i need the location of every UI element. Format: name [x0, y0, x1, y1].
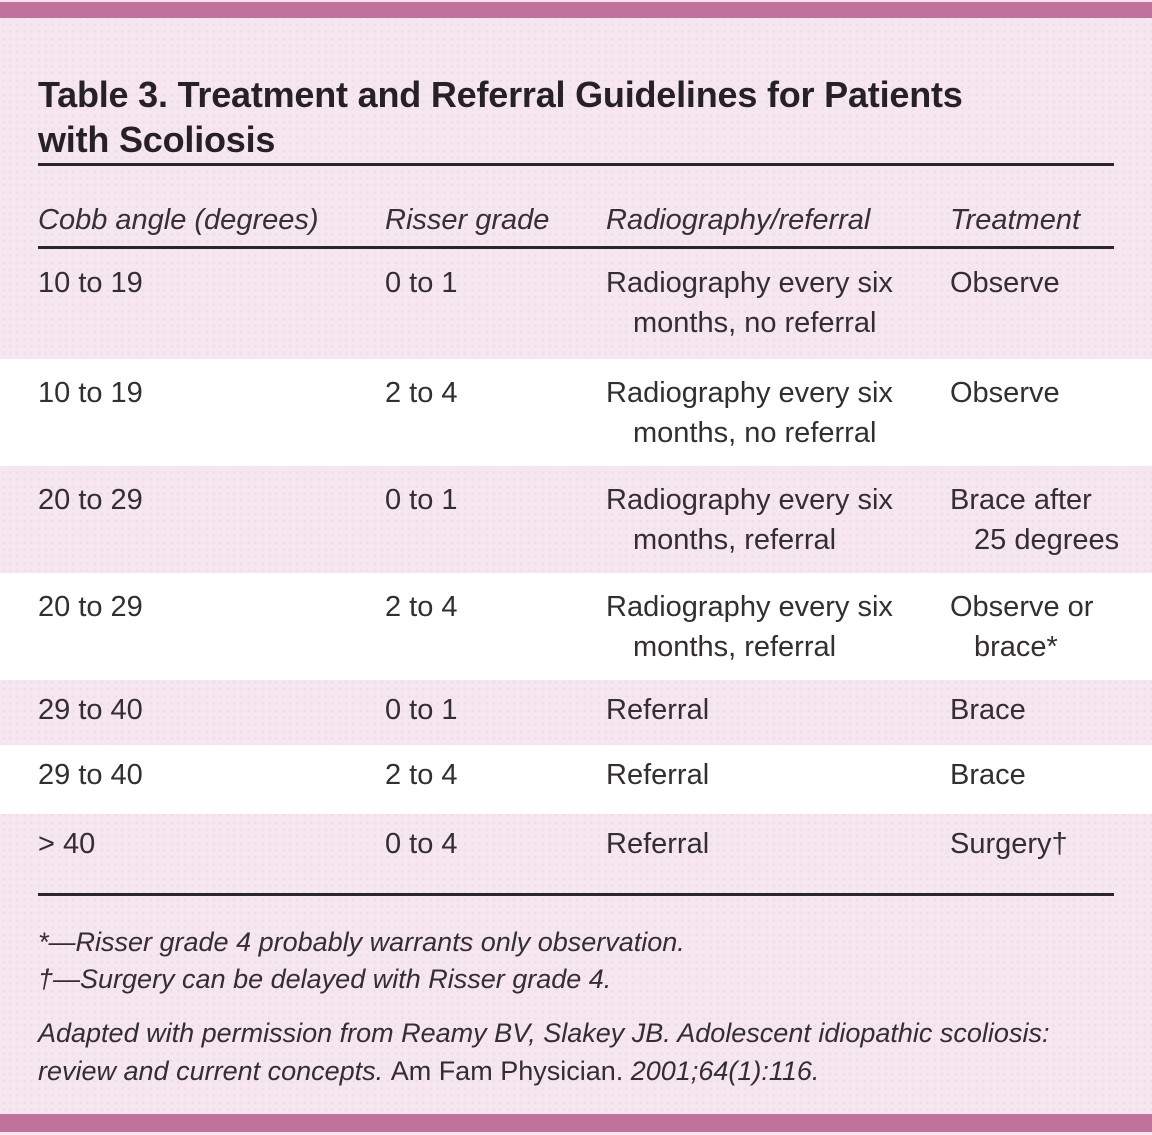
cell-line1: Radiography every six [606, 484, 893, 516]
bottom-accent-bar [0, 1114, 1152, 1132]
cell-line2: months, referral [633, 524, 837, 556]
cell-risser-grade: 2 to 4 [385, 591, 458, 623]
table-title-line2: with Scoliosis [38, 119, 276, 161]
cell-line2: months, no referral [633, 307, 877, 339]
cell-line1: Observe [950, 377, 1060, 409]
citation-text-italic-2: 2001;64(1):116. [630, 1056, 820, 1086]
table-row [0, 359, 1152, 466]
cell-line1: Radiography every six [606, 591, 893, 623]
cell-line1: Brace after [950, 484, 1092, 516]
cell-treatment: Brace [950, 759, 1026, 791]
column-header-cobb-angle: Cobb angle (degrees) [38, 204, 319, 236]
cell-cobb-angle: 20 to 29 [38, 484, 143, 516]
cell-treatment: Brace [950, 694, 1026, 726]
cell-radiography-referral: Referral [606, 759, 710, 791]
table-row [0, 573, 1152, 680]
column-header-radiography-referral: Radiography/referral [606, 204, 871, 236]
rule-above-header [38, 163, 1114, 166]
cell-line2: months, no referral [633, 417, 877, 449]
cell-treatment [950, 480, 1120, 573]
table-row [0, 814, 1152, 878]
cell-radiography-referral [606, 373, 950, 466]
column-header-risser-grade: Risser grade [385, 204, 550, 236]
cell-line2: 25 degrees [974, 524, 1120, 556]
cell-cobb-angle: 10 to 19 [38, 377, 143, 409]
table-header-row [0, 200, 1152, 240]
source-citation [38, 1014, 1114, 1090]
table-row [0, 249, 1152, 359]
cell-risser-grade: 2 to 4 [385, 759, 458, 791]
table-title [38, 72, 1098, 162]
cell-treatment [950, 587, 1114, 680]
rule-below-table [38, 893, 1114, 896]
cell-risser-grade: 0 to 1 [385, 484, 458, 516]
table-body [0, 249, 1152, 878]
cell-cobb-angle: 20 to 29 [38, 591, 143, 623]
table-row [0, 745, 1152, 814]
cell-line1: Observe or [950, 591, 1094, 623]
cell-line2: months, referral [633, 631, 837, 663]
cell-treatment [950, 373, 1114, 466]
citation-journal-name: Am Fam Physician. [390, 1056, 631, 1086]
footnote-asterisk: *—Risser grade 4 probably warrants only observation. [38, 927, 685, 957]
table-row [0, 466, 1152, 573]
cell-radiography-referral: Referral [606, 694, 710, 726]
cell-cobb-angle: > 40 [38, 828, 96, 860]
cell-cobb-angle: 10 to 19 [38, 267, 143, 299]
cell-line1: Observe [950, 267, 1060, 299]
citation-text-italic-1: Adapted with permission from Reamy BV, Slakey JB. Adolescent idiopathic scoliosis: review and current concepts. [38, 1018, 1050, 1086]
cell-risser-grade: 0 to 1 [385, 694, 458, 726]
cell-treatment [950, 263, 1114, 359]
footnote-dagger: †—Surgery can be delayed with Risser grade 4. [38, 964, 612, 994]
table-row [0, 680, 1152, 745]
cell-treatment: Surgery† [950, 828, 1068, 860]
cell-radiography-referral [606, 263, 950, 359]
cell-cobb-angle: 29 to 40 [38, 759, 143, 791]
cell-line1: Radiography every six [606, 377, 893, 409]
cell-cobb-angle: 29 to 40 [38, 694, 143, 726]
cell-line1: Radiography every six [606, 267, 893, 299]
table-title-line1: Table 3. Treatment and Referral Guidelines for Patients [38, 74, 963, 116]
cell-line2: brace* [974, 631, 1058, 663]
cell-risser-grade: 0 to 4 [385, 828, 458, 860]
top-accent-bar [0, 2, 1152, 18]
cell-risser-grade: 0 to 1 [385, 267, 458, 299]
cell-radiography-referral: Referral [606, 828, 710, 860]
cell-risser-grade: 2 to 4 [385, 377, 458, 409]
column-header-treatment: Treatment [950, 204, 1081, 236]
cell-radiography-referral [606, 480, 950, 573]
cell-radiography-referral [606, 587, 950, 680]
